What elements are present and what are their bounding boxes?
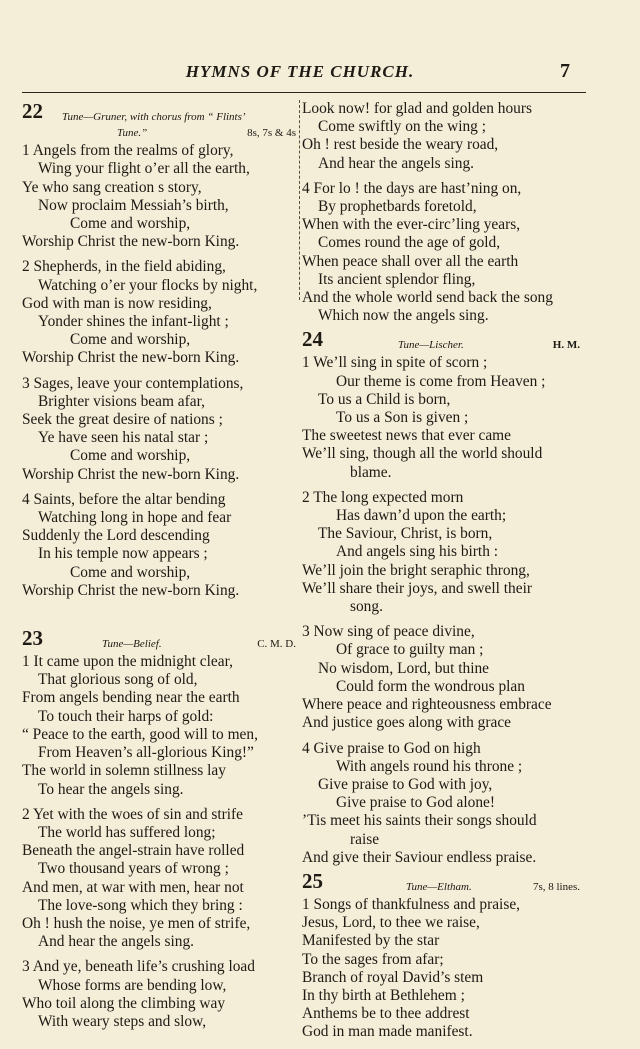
verse-line: Comes round the age of gold, xyxy=(318,234,501,252)
verse-line: Come and worship, xyxy=(70,215,191,233)
verse-line: Two thousand years of wrong ; xyxy=(38,860,229,878)
verse-line: Worship Christ the new-born King. xyxy=(22,581,240,599)
verse-line: We’ll sing, though all the world should xyxy=(302,445,543,463)
verse-line: And give their Saviour endless praise. xyxy=(302,848,537,866)
verse-line: Ye who sang creation s story, xyxy=(22,178,202,196)
verse-line: To touch their harps of gold: xyxy=(38,707,214,725)
verse-line: When peace shall over all the earth xyxy=(302,252,519,270)
verse-line: Oh ! hush the noise, ye men of strife, xyxy=(22,914,251,932)
hymn-number: 23 xyxy=(22,626,43,651)
verse-line: 2 The long expected morn xyxy=(302,488,464,506)
verse-line: Beneath the angel-strain have rolled xyxy=(22,842,245,860)
verse-line: blame. xyxy=(350,463,392,481)
tune-name: Tune—Gruner, with chorus from “ Flints’ xyxy=(62,111,246,123)
verse-line: We’ll join the bright seraphic throng, xyxy=(302,561,530,579)
meter: 7s, 8 lines. xyxy=(532,880,580,893)
stanza xyxy=(22,958,298,1031)
stanza xyxy=(302,623,582,732)
verse-line: The sweetest news that ever came xyxy=(302,427,511,445)
verse-line: Give praise to God alone! xyxy=(336,794,495,812)
hymn-header xyxy=(302,327,582,354)
verse-line: The world in solemn stillness lay xyxy=(22,762,226,780)
column-divider xyxy=(299,100,300,300)
verse-line: Worship Christ the new-born King. xyxy=(22,349,240,367)
verse-line: Where peace and righteousness embrace xyxy=(302,696,552,714)
hymn-23 xyxy=(22,626,298,1031)
verse-line: Anthems be to thee addrest xyxy=(302,1005,470,1023)
meter: C. M. D. xyxy=(257,638,296,651)
verse-line: Come and worship, xyxy=(70,447,191,465)
verse-line: With angels round his throne ; xyxy=(336,757,523,775)
verse-line: In his temple now appears ; xyxy=(38,545,208,563)
verse-line: Whose forms are bending low, xyxy=(38,976,227,994)
hymn-25 xyxy=(302,868,582,1042)
verse-line: And men, at war with men, hear not xyxy=(22,878,244,896)
verse-line: Has dawn’d upon the earth; xyxy=(336,507,507,525)
verse-line: By prophetbards foretold, xyxy=(318,198,477,216)
verse-line: 4 Saints, before the altar bending xyxy=(22,490,226,508)
stanza xyxy=(302,354,582,481)
verse-line: raise xyxy=(350,830,380,848)
verse-line: And angels sing his birth : xyxy=(336,543,499,561)
verse-line: Watching o’er your flocks by night, xyxy=(38,276,258,294)
verse-line: Manifested by the star xyxy=(302,932,440,950)
verse-line: From Heaven’s all-glorious King!” xyxy=(38,744,254,762)
hymn-number: 25 xyxy=(302,868,323,893)
verse-line: 2 Yet with the woes of sin and strife xyxy=(22,805,244,823)
verse-line: 3 And ye, beneath life’s crushing load xyxy=(22,958,255,976)
verse-line: Brighter visions beam afar, xyxy=(38,392,205,410)
verse-line: Oh ! rest beside the weary road, xyxy=(302,136,499,154)
hymn-number: 24 xyxy=(302,327,323,352)
verse-line: “ Peace to the earth, good will to men, xyxy=(22,725,258,743)
verse-line: Jesus, Lord, to thee we raise, xyxy=(302,914,480,932)
verse-line: Look now! for glad and golden hours xyxy=(302,100,532,117)
verse-line: The Saviour, Christ, is born, xyxy=(318,525,493,543)
hymn-number: 22 xyxy=(22,99,43,123)
verse-line: Give praise to God with joy, xyxy=(318,775,493,793)
verse-line: And hear the angels sing. xyxy=(38,933,195,951)
verse-line: Our theme is come from Heaven ; xyxy=(336,372,546,390)
verse-line: Now proclaim Messiah’s birth, xyxy=(38,196,229,214)
verse-line: God in man made manifest. xyxy=(302,1023,473,1041)
page-number: 7 xyxy=(560,60,570,82)
hymn-header xyxy=(22,626,298,653)
right-column xyxy=(302,100,582,1049)
verse-line: The love-song which they bring : xyxy=(38,896,243,914)
stanza xyxy=(302,740,582,867)
verse-line: And justice goes along with grace xyxy=(302,714,511,732)
verse-line: That glorious song of old, xyxy=(38,671,198,689)
verse-line: Worship Christ the new-born King. xyxy=(22,465,240,483)
verse-line: 1 Songs of thankfulness and praise, xyxy=(302,895,521,913)
verse-line: 2 Shepherds, in the field abiding, xyxy=(22,258,226,276)
left-column xyxy=(22,100,298,1038)
hymn-22 xyxy=(22,99,298,600)
verse-line: Could form the wondrous plan xyxy=(336,677,525,695)
hymn-23-continued xyxy=(302,100,582,325)
verse-line: To the sages from afar; xyxy=(302,950,444,968)
verse-line: From angels bending near the earth xyxy=(22,689,240,707)
verse-line: Ye have seen his natal star ; xyxy=(38,429,209,447)
verse-line: To us a Son is given ; xyxy=(336,409,469,427)
tune-name-cont xyxy=(22,124,298,142)
verse-line: No wisdom, Lord, but thine xyxy=(318,659,489,677)
verse-line: Come swiftly on the wing ; xyxy=(318,118,487,136)
verse-line: We’ll share their joys, and swell their xyxy=(302,579,532,597)
stanza xyxy=(22,806,298,952)
verse-line: Worship Christ the new-born King. xyxy=(22,233,240,251)
stanza xyxy=(22,375,298,484)
verse-line: Which now the angels sing. xyxy=(318,307,489,325)
tune-name: Tune—Eltham. xyxy=(406,880,472,893)
page-header xyxy=(0,62,640,88)
verse-line: To hear the angels sing. xyxy=(38,780,184,798)
verse-line: Yonder shines the infant-light ; xyxy=(38,313,229,331)
stanza xyxy=(302,896,582,1042)
stanza xyxy=(302,489,582,616)
verse-line: Seek the great desire of nations ; xyxy=(22,411,223,429)
meter: 8s, 7s & 4s xyxy=(247,127,296,139)
verse-line: 1 It came upon the midnight clear, xyxy=(22,653,233,671)
verse-line: Branch of royal David’s stem xyxy=(302,968,484,986)
stanza xyxy=(22,653,298,799)
verse-line: God with man is now residing, xyxy=(22,294,212,312)
verse-line: To us a Child is born, xyxy=(318,390,451,408)
stanza xyxy=(302,100,582,173)
verse-line: Who toil along the climbing way xyxy=(22,994,226,1012)
tune-name: Tune—Lischer. xyxy=(398,339,464,352)
running-title: HYMNS OF THE CHURCH. xyxy=(185,62,415,81)
verse-line: song. xyxy=(350,598,383,616)
verse-line: When with the ever-circ’ling years, xyxy=(302,216,521,234)
stanza xyxy=(22,258,298,367)
verse-line: In thy birth at Bethlehem ; xyxy=(302,986,465,1004)
verse-line: Wing your flight o’er all the earth, xyxy=(38,160,250,178)
header-rule xyxy=(22,92,586,93)
verse-line: ’Tis meet his saints their songs should xyxy=(302,812,537,830)
verse-line: Its ancient splendor fling, xyxy=(318,270,476,288)
hymn-24 xyxy=(302,327,582,866)
stanza xyxy=(22,142,298,251)
verse-line: Suddenly the Lord descending xyxy=(22,527,210,545)
tune-name-line2: Tune.” xyxy=(117,127,148,139)
stanza xyxy=(22,491,298,600)
verse-line: 1 Angels from the realms of glory, xyxy=(22,142,234,160)
hymn-header xyxy=(302,868,582,896)
verse-line: And the whole world send back the song xyxy=(302,289,553,307)
meter: H. M. xyxy=(552,339,580,352)
verse-line: The world has suffered long; xyxy=(38,823,216,841)
verse-line: 3 Now sing of peace divine, xyxy=(302,623,475,641)
verse-line: 4 Give praise to God on high xyxy=(302,739,481,757)
verse-line: Come and worship, xyxy=(70,563,191,581)
stanza xyxy=(302,180,582,326)
verse-line: And hear the angels sing. xyxy=(318,154,475,172)
verse-line: Come and worship, xyxy=(70,331,191,349)
verse-line: With weary steps and slow, xyxy=(38,1012,207,1030)
verse-line: 1 We’ll sing in spite of scorn ; xyxy=(302,354,488,372)
verse-line: Of grace to guilty man ; xyxy=(336,641,484,659)
tune-name: Tune—Belief. xyxy=(102,638,162,651)
verse-line: 3 Sages, leave your contemplations, xyxy=(22,374,244,392)
hymn-header xyxy=(22,99,298,126)
verse-line: Watching long in hope and fear xyxy=(38,509,232,527)
verse-line: 4 For lo ! the days are hast’ning on, xyxy=(302,179,522,197)
